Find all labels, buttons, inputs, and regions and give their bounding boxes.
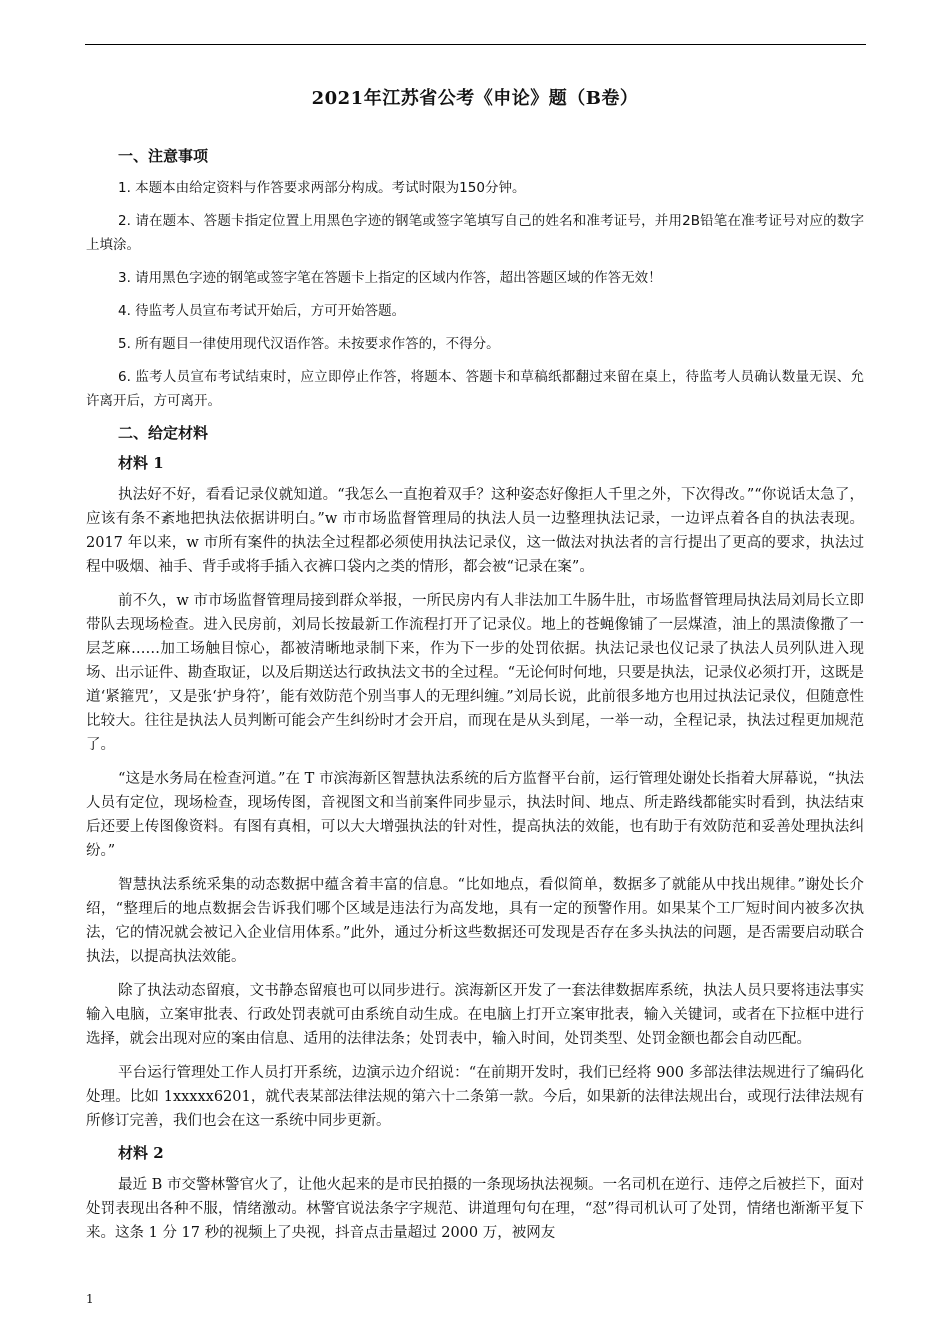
top-rule xyxy=(85,44,866,45)
section-heading-materials: 二、给定材料 xyxy=(118,424,209,442)
material-2-heading: 材料 2 xyxy=(118,1144,164,1162)
page-title: 2021年江苏省公考《申论》题（B卷） xyxy=(311,88,639,109)
material-paragraph: 平台运行管理处工作人员打开系统，边演示边介绍说：“在前期开发时，我们已经将 900 多部法律法规进行了编码化处理。比如 1xxxxx6201，就代表某部法律法规的第六十二条第一款。今后，如果新的法律法规出台，或现行法律法规有所修订完善，我们也会在这一系统中同步更新。 xyxy=(86,1065,864,1129)
page-number: 1 xyxy=(86,1292,94,1306)
notice-item: 3. 请用黑色字迹的钢笔或签字笔在答题卡上指定的区域内作答，超出答题区域的作答无效！ xyxy=(118,270,662,286)
notice-item: 2. 请在题本、答题卡指定位置上用黑色字迹的钢笔或签字笔填写自己的姓名和准考证号，并用2B铅笔在准考证号对应的数字上填涂。 xyxy=(86,213,864,253)
material-paragraph: 前不久，w 市市场监督管理局接到群众举报，一所民房内有人非法加工牛肠牛肚，市场监督管理局执法局刘局长立即带队去现场检查。进入民房前，刘局长按最新工作流程打开了记录仪。地上的苍蝇像铺了一层煤渣，油上的黑渍像撒了一层芝麻……加工场触目惊心，都被清晰地录制下来，作为下一步的处罚依据。执法记录也仪记录了执法人员列队进入现场、出示证件、勘查取证，以及后期送达行政执法文书的全过程。“无论何时何地，只要是执法，记录仪必须打开，这既是道‘紧箍咒’，又是张‘护身符’，能有效防范个别当事人的无理纠缠。”刘局长说，此前很多地方也用过执法记录仪，但随意性比较大。往往是执法人员判断可能会产生纠纷时才会开启，而现在是从头到尾，一举一动，全程记录，执法过程更加规范了。 xyxy=(86,593,864,753)
section-heading-notice: 一、注意事项 xyxy=(118,147,209,165)
notice-item: 6. 监考人员宣布考试结束时，应立即停止作答，将题本、答题卡和草稿纸都翻过来留在桌上，待监考人员确认数量无误、允许离开后，方可离开。 xyxy=(86,369,864,409)
notice-item: 5. 所有题目一律使用现代汉语作答。未按要求作答的，不得分。 xyxy=(118,336,500,352)
notice-item: 4. 待监考人员宣布考试开始后，方可开始答题。 xyxy=(118,303,406,319)
material-paragraph: 最近 B 市交警林警官火了，让他火起来的是市民拍摄的一条现场执法视频。一名司机在逆行、违停之后被拦下，面对处罚表现出各种不服，情绪激动。林警官说法条字字规范、讲道理句句在理，“怼”得司机认可了处罚，情绪也渐渐平复下来。这条 1 分 17 秒的视频上了央视，抖音点击量超过 2000 万，被网友 xyxy=(86,1177,864,1241)
notice-item: 1. 本题本由给定资料与作答要求两部分构成。考试时限为150分钟。 xyxy=(118,180,526,196)
material-1-heading: 材料 1 xyxy=(118,454,164,472)
document-page xyxy=(86,84,864,1255)
material-paragraph: “这是水务局在检查河道。”在 T 市滨海新区智慧执法系统的后方监督平台前，运行管理处谢处长指着大屏幕说，“执法人员有定位，现场检查，现场传图，音视图文和当前案件同步显示，执法时间、地点、所走路线都能实时看到，执法结束后还要上传图像资料。有图有真相，可以大大增强执法的针对性，提高执法的效能，也有助于有效防范和妥善处理执法纠纷。” xyxy=(86,771,864,859)
material-paragraph: 执法好不好，看看记录仪就知道。“我怎么一直抱着双手？这种姿态好像拒人千里之外，下次得改。”“你说话太急了，应该有条不紊地把执法依据讲明白。”w 市市场监督管理局的执法人员一边整理执法记录，一边评点着各自的执法表现。2017 年以来，w 市所有案件的执法全过程都必须使用执法记录仪，这一做法对执法者的言行提出了更高的要求，执法过程中吸烟、袖手、背手或将手插入衣裤口袋内之类的情形，都会被“记录在案”。 xyxy=(86,487,864,575)
material-paragraph: 智慧执法系统采集的动态数据中蕴含着丰富的信息。“比如地点，看似简单，数据多了就能从中找出规律。”谢处长介绍，“整理后的地点数据会告诉我们哪个区域是违法行为高发地，具有一定的预警作用。如果某个工厂短时间内被多次执法，它的情况就会被记入企业信用体系。”此外，通过分析这些数据还可发现是否存在多头执法的问题，是否需要启动联合执法，以提高执法效能。 xyxy=(86,877,864,965)
material-paragraph: 除了执法动态留痕，文书静态留痕也可以同步进行。滨海新区开发了一套法律数据库系统，执法人员只要将违法事实输入电脑，立案审批表、行政处罚表就可由系统自动生成。在电脑上打开立案审批表，输入关键词，或者在下拉框中进行选择，就会出现对应的案由信息、适用的法律法条；处罚表中，输入时间，处罚类型、处罚金额也都会自动匹配。 xyxy=(86,983,864,1047)
